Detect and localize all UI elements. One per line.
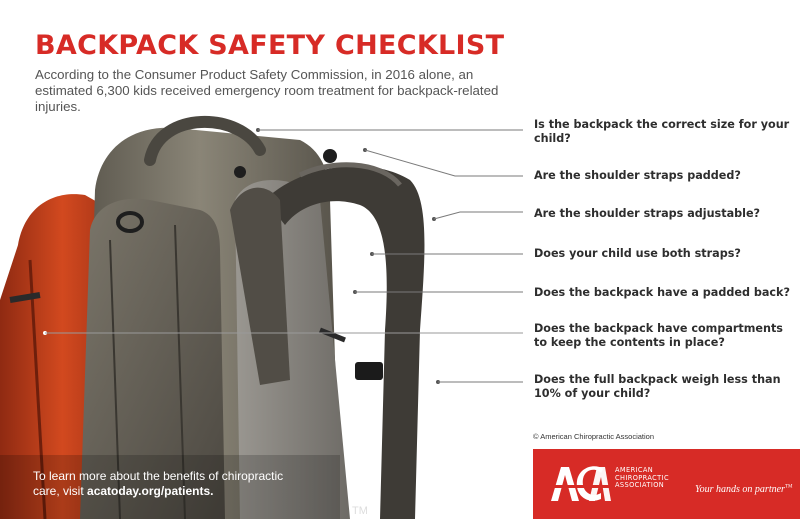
checklist-item-size: Is the backpack the correct size for your child? [534,118,790,145]
checklist-item-padded-straps: Are the shoulder straps padded? [534,169,741,182]
page-title: BACKPACK SAFETY CHECKLIST [35,30,505,61]
checklist-item-compartments: Does the backpack have compartments to keep the contents in place? [534,322,783,349]
checklist-item-adjustable-straps: Are the shoulder straps adjustable? [534,207,761,220]
aca-org-line3: ASSOCIATION [615,481,665,490]
footer-link[interactable]: acatoday.org/patients. [87,484,214,498]
footer-note-text: To learn more about the benefits of chiropractic care, visit [33,469,284,498]
aca-org-name [615,467,695,490]
footer-note [33,469,313,499]
aca-org-line2: CHIROPRACTIC [615,473,669,482]
page-subtitle: According to the Consumer Product Safety Commission, in 2016 alone, an estimated 6,300 kids received emergency room treatment for backpack-related injuries. [35,67,499,114]
photo-watermark: TM [352,505,368,517]
checklist-item-both-straps: Does your child use both straps? [534,247,741,260]
aca-brand-banner [533,449,800,519]
checklist-item-weight: Does the full backpack weigh less than 10% of your child? [534,373,781,400]
aca-org-line1: AMERICAN [615,466,654,474]
aca-logo-icon [549,463,611,503]
checklist-item-padded-back: Does the backpack have a padded back? [534,286,790,299]
aca-tagline [695,484,792,495]
copyright-notice: © American Chiropractic Association [533,432,654,441]
aca-tagline-mark: TM [784,484,793,490]
aca-tagline-text: Your hands on partner [695,484,785,495]
